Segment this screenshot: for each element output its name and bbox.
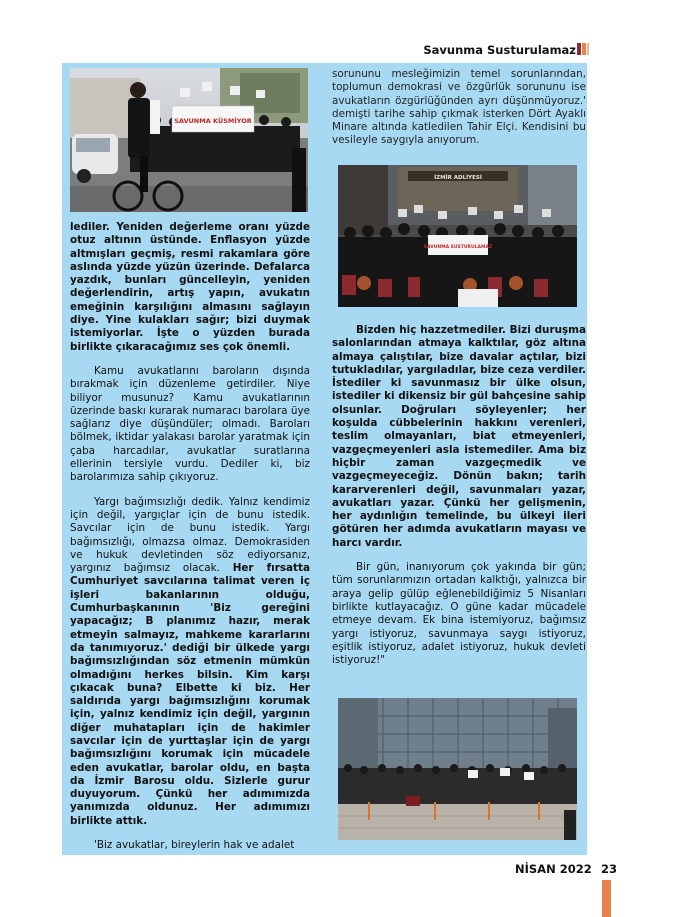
text-run: sorununu mesleğimizin temel sorunlarından, toplumun demokrasi ve özgürlük sorununu ise avukatların özgürlüğünden ayrı düşünmüyoruz.' demişti tarihe sahip çıkmak isterken Dört Ayaklı Minare altında katledilen Tahir Elçi. Kendisini bu vesileyle saygıyla anıyorum. (332, 68, 586, 147)
article-right-bottom (332, 324, 586, 667)
article-paragraph (70, 221, 310, 354)
text-run: Yargı bağımsızlığı dedik. Yalnız kendimiz için değil, yargıçlar için de bunu istedik. Savcılar için de bunu istedik. Yargı bağımsızlığı, olmazsa olmaz. Demokrasiden ve hukuk devletinden söz ediyorsanız, yargınız bağımsız olacak. (70, 495, 310, 575)
article-left-column (70, 221, 310, 852)
courthouse-banner-text: SAVUNMA SUSTURULAMAZ (423, 245, 493, 250)
footer-accent-bar (602, 880, 611, 917)
article-right-top (332, 68, 586, 148)
footer-issue: NİSAN 2022 (515, 862, 592, 876)
photo-courthouse-crowd (338, 165, 577, 307)
article-paragraph (70, 496, 310, 828)
article-paragraph (332, 324, 586, 550)
text-run: Bir gün, inanıyorum çok yakında bir gün; tüm sorunlarımızın ortadan kalktığı, yalnızca bir araya gelip gülüp eğlenebildiğimiz 5 Nisanları birlikte kutlayacağız. O güne kadar mücadele etmeye devam. Ek bina istemiyoruz, bağımsız yargı istiyoruz, savunmaya saygı istiyoruz, eşitlik istiyoruz, adalet istiyoruz, hukuk devleti istiyoruz!" (332, 561, 586, 667)
march-banner-text: SAVUNMA KÜSMİYOR (174, 117, 252, 125)
article-paragraph (70, 839, 310, 852)
article-paragraph (70, 365, 310, 485)
bold-text-run: Her fırsatta Cumhuriyet savcılarına talimat veren iç işleri bakanlarının olduğu, Cumhurbaşkanının 'Biz gereğini yapacağız; B planımız hazır, merak etmeyin salmayız, mahkeme kararlarını da tanımıyoruz.' dediği bir ülkede yargı bağımsızlığından söz etmenin mümkün olmadığını herkes bilsin. Kim karşı çıkacak buna? Elbette ki biz. Her saldırıda yargı bağımsızlığını korumak için, yalnız kendimiz için değil, yargının diğer muhatapları için de hakimler savcılar için de yurttaşlar için de yargı bağımsızlığını korumak için mücadele eden avukatlar, barolar oldu, en başta da İzmir Barosu oldu. Sizlerle gurur duyuyorum. Çünkü her adımımızda yanımızda oldunuz. Her adımımızı birlikte attık. (70, 562, 310, 827)
text-run: 'Biz avukatlar, bireylerin hak ve adalet (94, 839, 295, 852)
bold-text-run: lediler. Yeniden değerleme oranı yüzde otuz altının üstünde. Enflasyon yüzde altmışları geçmiş, resmi rakamlara göre aslında yüzde yüzün üzerinde. Defalarca yazdık, bunları güncelleyin, yeniden değerlendirin, artış yapın, avukatın emeğinin karşılığını almasını sağlayın diye. Yine kulakları sağır; bizi duymak istemiyorlar. İşte o yüzden burada birlikte çıkaracağımız ses çok önemli. (70, 221, 310, 353)
section-title: Savunma Susturulamaz (423, 43, 576, 57)
courthouse-sign-text: İZMİR ADLİYESİ (434, 175, 482, 181)
header-accent-bars (577, 43, 589, 55)
photo-march (70, 68, 308, 212)
bold-text-run: Bizden hiç hazzetmediler. Bizi duruşma salonlarından atmaya kalktılar, göz altına almaya çalıştılar, bize davalar açtılar, bizi tutukladılar, yargıladılar, bize ceza verdiler. İstediler ki savunmasız bir ülke olsun, istediler ki dikensiz bir gül bahçesine sahip olsunlar. Doğruları söyleyenler; her koşulda cübbelerinin hakkını verenleri, teslim olmayanları, biat etmeyenleri, vazgeçmeyenleri asla istemediler. Ama biz hiçbir zaman vazgeçmedik ve vazgeçmeyeceğiz. Dönün bakın; tarih kararverenleri değil, savunmaları yazar, avukatları yazar. Çünkü her gelişmenin, her aydınlığın temelinde, bu ülkeyi ileri götüren her adımda avukatların mayası ve harcı vardır. (332, 324, 586, 549)
article-paragraph (332, 68, 586, 148)
article-paragraph (332, 561, 586, 667)
text-run: Kamu avukatlarını baroların dışında bırakmak için düzenleme getirdiler. Niye biliyor musunuz? Kamu avukatlarının üzerinde baskı kurarak numaracı barolara üye sağlarız diye düşündüler; olmadı. Baroları bölmek, iktidar yalakası barolar yaratmak için çaba harcadılar, avukatlar suratlarına ellerinin tersiyle vurdu. Dediler ki, biz barolarımıza sahip çıkıyoruz. (70, 364, 310, 484)
photo-glass-building-gathering (338, 698, 577, 840)
page-number: 23 (601, 862, 618, 876)
